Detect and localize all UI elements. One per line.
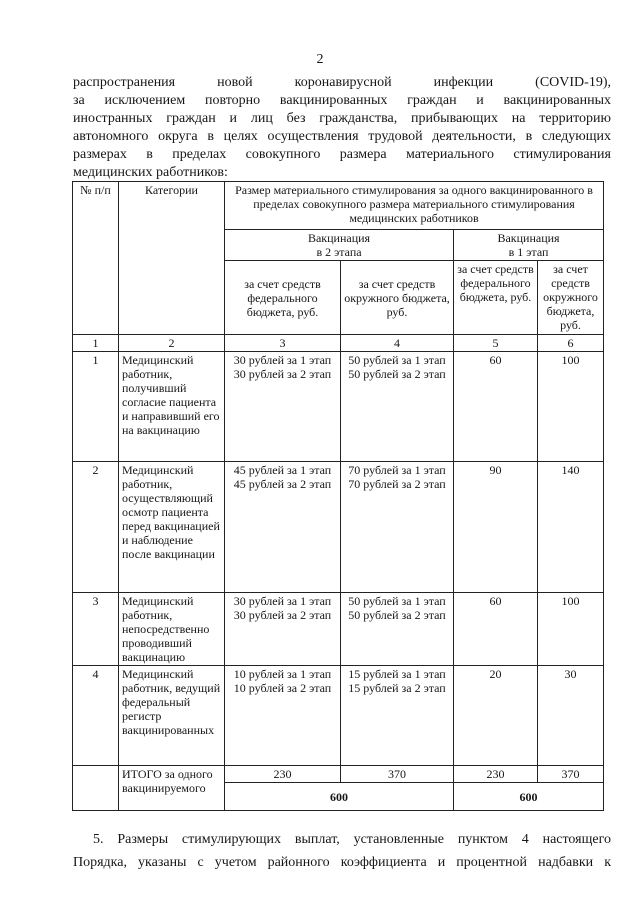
row-federal-2: 10 рублей за 1 этап 10 рублей за 2 этап (225, 666, 341, 766)
header-federal-1: за счет средств федерального бюджета, руб. (454, 261, 538, 335)
row-category: Медицинский работник, непосредственно проводивший вакцинацию (119, 593, 225, 666)
row-number: 4 (73, 666, 119, 766)
row-federal-2: 30 рублей за 1 этап 30 рублей за 2 этап (225, 352, 341, 462)
row-regional-1: 100 (538, 593, 604, 666)
table-row (73, 666, 604, 766)
intro-line: распространения новой коронавирусной инфекции (COVID-19), (73, 75, 611, 90)
column-number: 1 (73, 335, 119, 352)
row-federal-1: 90 (454, 462, 538, 593)
intro-line: автономного округа в целях осуществления трудовой деятельности, в следующих (73, 129, 611, 144)
header-vaccination-1-stage: Вакцинация в 1 этап (454, 230, 604, 261)
header-group: Размер материального стимулирования за одного вакцинированного в пределах совокупного размера материального стимулирования медицинских работников (225, 182, 604, 230)
intro-line: за исключением повторно вакцинированных граждан и вакцинированных (73, 93, 611, 108)
total-sum-1-stage: 600 (454, 783, 604, 811)
row-federal-1: 60 (454, 593, 538, 666)
row-federal-1: 60 (454, 352, 538, 462)
header-num: № п/п (73, 182, 119, 335)
column-number: 6 (538, 335, 604, 352)
column-number: 4 (341, 335, 454, 352)
row-category: Медицинский работник, осуществляющий осмотр пациента перед вакцинацией и наблюдение после вакцинации (119, 462, 225, 593)
total-num-cell (73, 766, 119, 811)
intro-paragraph (73, 74, 611, 182)
total-sum-2-stages: 600 (225, 783, 454, 811)
page-number: 2 (316, 52, 324, 67)
footer-line: 5. Размеры стимулирующих выплат, установленные пунктом 4 настоящего (93, 832, 611, 847)
intro-line: размерах в пределах совокупного размера материального стимулирования (73, 147, 611, 162)
row-federal-2: 30 рублей за 1 этап 30 рублей за 2 этап (225, 593, 341, 666)
intro-line: медицинских работников: (73, 165, 228, 180)
column-number: 2 (119, 335, 225, 352)
row-regional-2: 50 рублей за 1 этап 50 рублей за 2 этап (341, 593, 454, 666)
row-regional-2: 70 рублей за 1 этап 70 рублей за 2 этап (341, 462, 454, 593)
header-federal-2: за счет средств федерального бюджета, руб. (225, 261, 341, 335)
total-federal-1: 230 (454, 766, 538, 783)
row-regional-1: 140 (538, 462, 604, 593)
column-number-row (73, 335, 604, 352)
row-number: 2 (73, 462, 119, 593)
row-regional-2: 50 рублей за 1 этап 50 рублей за 2 этап (341, 352, 454, 462)
total-federal-2: 230 (225, 766, 341, 783)
intro-line: иностранных граждан и лиц без гражданства, прибывающих на территорию (73, 111, 611, 126)
row-regional-1: 30 (538, 666, 604, 766)
total-regional-2: 370 (341, 766, 454, 783)
header-vaccination-2-stages: Вакцинация в 2 этапа (225, 230, 454, 261)
row-number: 1 (73, 352, 119, 462)
column-number: 3 (225, 335, 341, 352)
row-category: Медицинский работник, получивший согласие пациента и направивший его на вакцинацию (119, 352, 225, 462)
row-federal-2: 45 рублей за 1 этап 45 рублей за 2 этап (225, 462, 341, 593)
column-number: 5 (454, 335, 538, 352)
header-category: Категории (119, 182, 225, 335)
header-regional-2: за счет средств окружного бюджета, руб. (341, 261, 454, 335)
total-regional-1: 370 (538, 766, 604, 783)
header-regional-1: за счет средств окружного бюджета, руб. (538, 261, 604, 335)
total-row (73, 766, 604, 783)
footer-paragraph (73, 828, 611, 874)
row-federal-1: 20 (454, 666, 538, 766)
table-row (73, 462, 604, 593)
table-row (73, 593, 604, 666)
row-regional-2: 15 рублей за 1 этап 15 рублей за 2 этап (341, 666, 454, 766)
table-row (73, 352, 604, 462)
total-label: ИТОГО за одного вакцинируемого (119, 766, 225, 811)
row-regional-1: 100 (538, 352, 604, 462)
stimulation-table (72, 181, 604, 811)
row-category: Медицинский работник, ведущий федеральный регистр вакцинированных (119, 666, 225, 766)
row-number: 3 (73, 593, 119, 666)
footer-line: Порядка, указаны с учетом районного коэффициента и процентной надбавки к (73, 855, 611, 870)
